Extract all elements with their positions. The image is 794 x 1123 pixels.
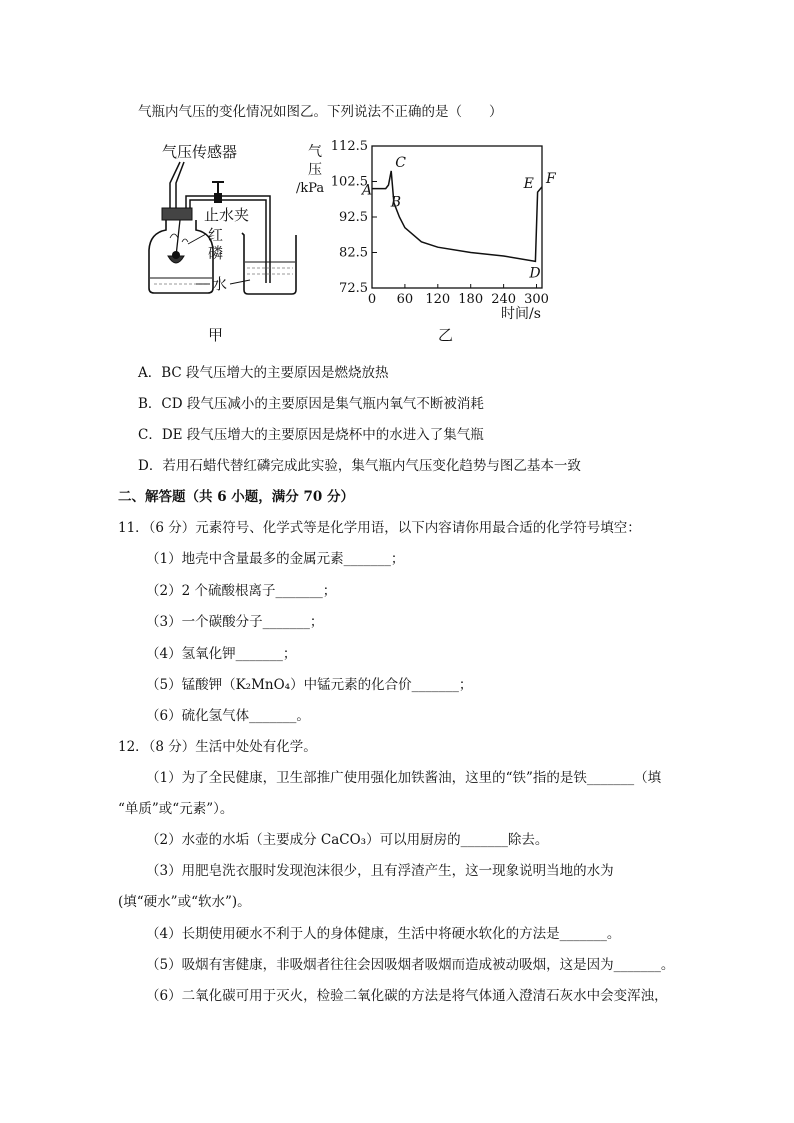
option-a: A．BC 段气压增大的主要原因是燃烧放热 bbox=[138, 365, 389, 381]
x-tick-label: 60 bbox=[396, 292, 414, 307]
q12-item: （1）为了全民健康，卫生部推广使用强化加铁酱油，这里的“铁”指的是铁_______（填 bbox=[146, 770, 662, 786]
q11-item: （1）地壳中含量最多的金属元素_______； bbox=[146, 551, 405, 567]
point-label-f: F bbox=[546, 170, 556, 187]
x-tick-label: 120 bbox=[425, 292, 451, 307]
pressure-chart bbox=[292, 138, 554, 348]
point-label-e: E bbox=[523, 176, 534, 193]
figure-caption-jia: 甲 bbox=[208, 326, 224, 344]
x-axis-label: 时间/s bbox=[501, 306, 541, 322]
question-intro: 气瓶内气压的变化情况如图乙。下列说法不正确的是（ ） bbox=[138, 104, 503, 120]
section-title: 二、解答题（共 6 小题，满分 70 分） bbox=[118, 489, 354, 505]
point-label-b: B bbox=[390, 194, 402, 211]
y-tick-label: 112.5 bbox=[330, 139, 368, 154]
q11-stem: 11．（6 分）元素符号、化学式等是化学用语，以下内容请你用最合适的化学符号填空： bbox=[118, 520, 641, 536]
q12-item: （3）用肥皂洗衣服时发现泡沫很少，且有浮渣产生，这一现象说明当地的水为 bbox=[146, 863, 614, 879]
q12-item: （5）吸烟有害健康，非吸烟者往往会因吸烟者吸烟而造成被动吸烟，这是因为_______。 bbox=[146, 957, 675, 973]
apparatus-figure bbox=[140, 138, 300, 348]
x-tick-label: 300 bbox=[524, 292, 549, 307]
q11-item: （4）氢氧化钾_______； bbox=[146, 646, 297, 662]
option-c: C．DE 段气压增大的主要原因是烧杯中的水进入了集气瓶 bbox=[138, 427, 484, 443]
pressure-curve bbox=[372, 171, 542, 262]
point-label-a: A bbox=[362, 182, 373, 199]
x-tick-label: 0 bbox=[367, 292, 377, 307]
clamp-label: 止水夹 bbox=[204, 206, 250, 224]
q11-item: （6）硫化氢气体_______。 bbox=[146, 708, 310, 724]
option-d: D．若用石蜡代替红磷完成此实验，集气瓶内气压变化趋势与图乙基本一致 bbox=[138, 458, 581, 474]
point-label-d: D bbox=[529, 265, 541, 282]
y-tick-label: 82.5 bbox=[339, 245, 368, 261]
phosphorus-icon bbox=[172, 251, 180, 259]
figure-caption-yi: 乙 bbox=[438, 326, 454, 344]
point-label-c: C bbox=[395, 154, 406, 171]
x-tick-label: 180 bbox=[458, 292, 484, 307]
y-label-2: 压 bbox=[308, 162, 322, 178]
q12-item: “单质”或“元素”）。 bbox=[118, 801, 234, 817]
y-tick-label: 72.5 bbox=[339, 281, 368, 296]
q12-item: (填“硬水”或“软水”)。 bbox=[118, 894, 251, 910]
y-tick-label: 102.5 bbox=[330, 174, 368, 190]
q11-item: （2）2 个硫酸根离子_______； bbox=[146, 583, 337, 599]
phosphorus-label-2: 磷 bbox=[208, 244, 224, 262]
q12-item: （4）长期使用硬水不利于人的身体健康，生活中将硬水软化的方法是_______。 bbox=[146, 926, 621, 942]
y-tick-label: 92.5 bbox=[339, 210, 368, 225]
q12-item: （6）二氧化碳可用于灭火，检验二氧化碳的方法是将气体通入澄清石灰水中会变浑浊， bbox=[146, 988, 668, 1004]
water-label: 水 bbox=[212, 275, 228, 293]
option-b: B．CD 段气压减小的主要原因是集气瓶内氧气不断被消耗 bbox=[138, 396, 484, 412]
q11-item: （5）锰酸钾（K₂MnO₄）中锰元素的化合价_______； bbox=[146, 677, 473, 693]
x-tick-label: 240 bbox=[491, 292, 517, 307]
y-label-3: /kPa bbox=[296, 181, 325, 196]
q11-item: （3）一个碳酸分子_______； bbox=[146, 614, 324, 630]
q12-item: （2）水壶的水垢（主要成分 CaCO₃）可以用厨房的_______除去。 bbox=[146, 832, 549, 848]
phosphorus-label-1: 红 bbox=[208, 226, 224, 244]
q12-stem: 12．（8 分）生活中处处有化学。 bbox=[118, 739, 317, 755]
sensor-label: 气压传感器 bbox=[162, 143, 238, 161]
y-label-1: 气 bbox=[308, 144, 322, 160]
